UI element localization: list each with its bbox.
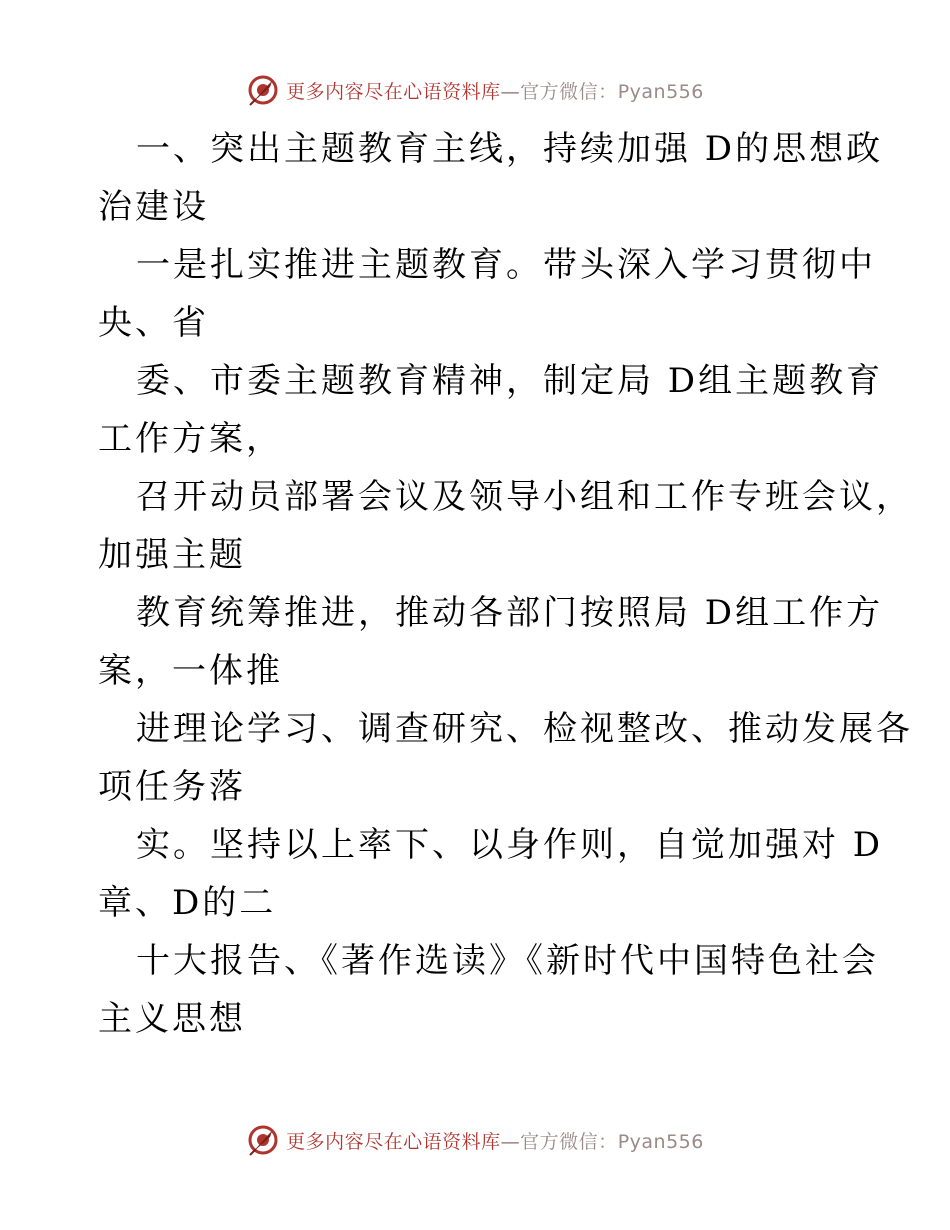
body-line: 工作方案， bbox=[98, 419, 283, 459]
body-line: 主义思想 bbox=[98, 999, 246, 1039]
body-line: 央、省 bbox=[98, 303, 209, 343]
header-banner bbox=[0, 70, 950, 110]
footer-wechat-label: 官方微信： bbox=[520, 1130, 618, 1153]
body-line: 章、D的二 bbox=[98, 883, 277, 923]
header-wechat-id: Pyan556 bbox=[617, 80, 704, 103]
quill-logo-icon bbox=[246, 1123, 280, 1157]
body-line: 召开动员部署会议及领导小组和工作专班会议， bbox=[136, 477, 913, 517]
body-line: 治建设 bbox=[98, 187, 209, 227]
footer-banner-main: 更多内容尽在心语资料库 bbox=[286, 1130, 501, 1153]
body-line: 一是扎实推进主题教育。带头深入学习贯彻中 bbox=[136, 245, 876, 285]
header-banner-main: 更多内容尽在心语资料库 bbox=[286, 80, 501, 103]
body-line: 加强主题 bbox=[98, 535, 246, 575]
footer-banner bbox=[0, 1120, 950, 1160]
body-line: 进理论学习、调查研究、检视整改、推动发展各 bbox=[136, 709, 913, 749]
body-line: 一、突出主题教育主线，持续加强 D的思想政 bbox=[136, 129, 884, 169]
body-line: 项任务落 bbox=[98, 767, 246, 807]
body-line: 十大报告、《著作选读》《新时代中国特色社会 bbox=[136, 941, 879, 981]
header-wechat-label: 官方微信： bbox=[520, 80, 618, 103]
footer-wechat-id: Pyan556 bbox=[617, 1130, 704, 1153]
footer-banner-dash: — bbox=[500, 1130, 521, 1153]
quill-logo-icon bbox=[246, 73, 280, 107]
header-banner-dash: — bbox=[500, 80, 521, 103]
body-line: 实。坚持以上率下、以身作则，自觉加强对 D bbox=[136, 825, 884, 865]
body-line: 案，一体推 bbox=[98, 651, 283, 691]
header-banner-text bbox=[286, 77, 704, 104]
document-body bbox=[98, 120, 913, 1048]
body-line: 委、市委主题教育精神，制定局 D组主题教育 bbox=[136, 361, 884, 401]
footer-banner-text bbox=[286, 1127, 704, 1154]
body-line: 教育统筹推进，推动各部门按照局 D组工作方 bbox=[136, 593, 884, 633]
footer-banner-inner bbox=[246, 1123, 704, 1157]
header-banner-inner bbox=[246, 73, 704, 107]
